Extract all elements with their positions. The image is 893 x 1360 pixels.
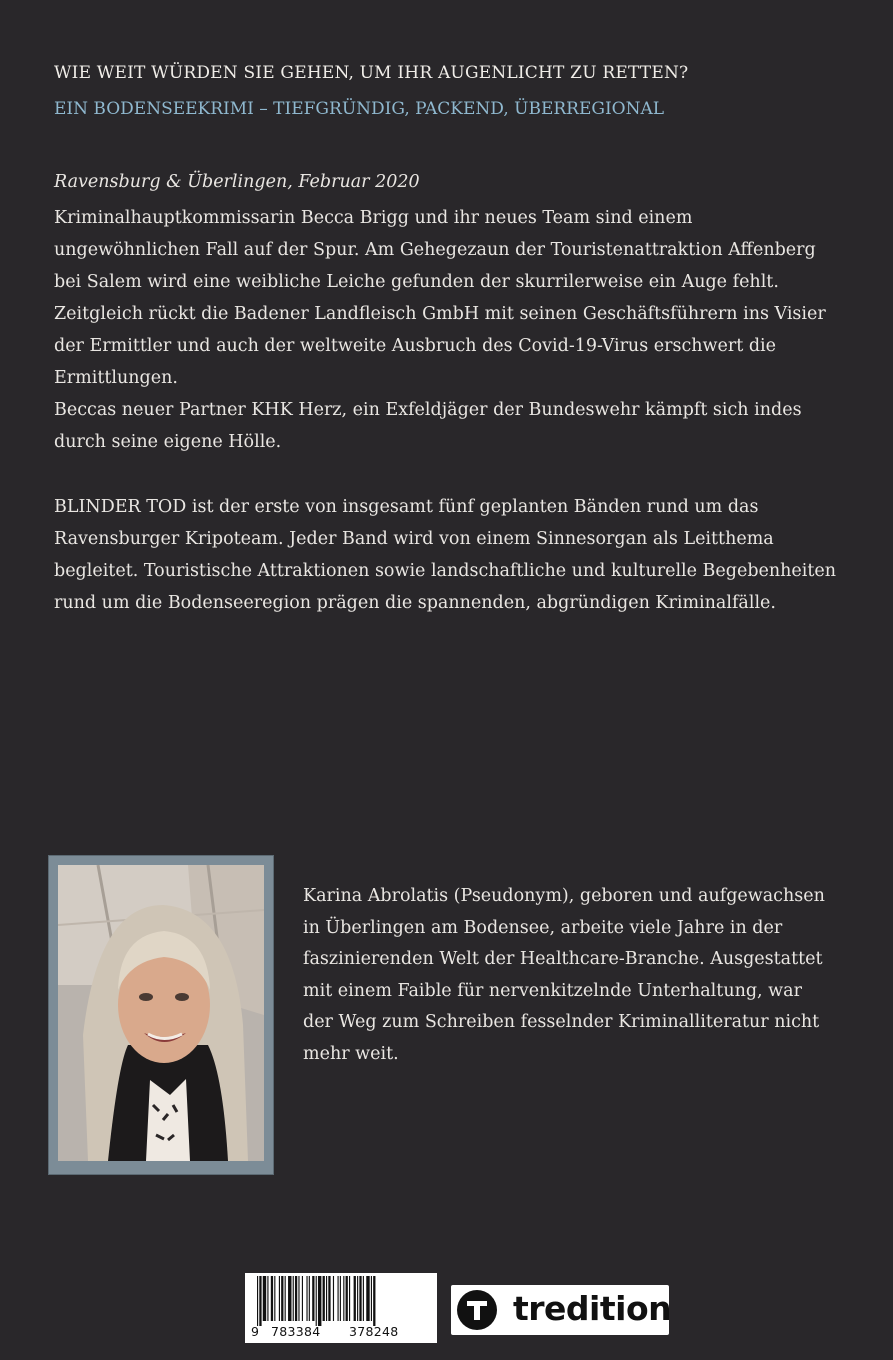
barcode-bar: [366, 1276, 369, 1321]
barcode-bars: [257, 1276, 427, 1326]
barcode-bar: [338, 1276, 339, 1321]
series-line: rund um die Bodenseeregion prägen die spannenden, abgründigen Kriminalfälle.: [54, 593, 776, 613]
blurb-line: ungewöhnlichen Fall auf der Spur. Am Gehegezaun der Touristenattraktion Affenberg: [54, 240, 816, 260]
barcode-bar: [285, 1276, 286, 1321]
barcode-bar: [373, 1276, 375, 1326]
barcode-bar: [357, 1276, 358, 1321]
barcode-bar: [274, 1276, 275, 1321]
barcode-bar: [267, 1276, 268, 1321]
barcode-bar: [316, 1276, 317, 1326]
barcode-bar: [281, 1276, 283, 1321]
barcode-bar: [354, 1276, 356, 1321]
barcode-bar: [312, 1276, 314, 1321]
author-portrait-illustration: [58, 865, 264, 1161]
barcode-bar: [295, 1276, 297, 1321]
author-bio: [303, 881, 843, 1070]
bio-line: faszinierenden Welt der Healthcare-Branche. Ausgestattet: [303, 949, 823, 969]
blurb-paragraph: [54, 202, 854, 458]
barcode-bar: [328, 1276, 330, 1321]
barcode-bar: [326, 1276, 327, 1321]
barcode-bar: [363, 1276, 364, 1321]
author-photo: [58, 865, 264, 1161]
bio-line: Karina Abrolatis (Pseudonym), geboren und aufgewachsen: [303, 886, 825, 906]
barcode-bar: [333, 1276, 334, 1321]
series-paragraph: [54, 491, 854, 619]
place-date-line: Ravensburg & Überlingen, Februar 2020: [54, 172, 420, 192]
barcode-bar: [257, 1276, 258, 1326]
barcode-bar: [271, 1276, 273, 1321]
bio-line: in Überlingen am Bodensee, arbeite viele Jahre in der: [303, 917, 783, 938]
series-line: Ravensburger Kripoteam. Jeder Band wird von einem Sinnesorgan als Leitthema: [54, 529, 774, 549]
isbn-right-group: 378248: [349, 1324, 399, 1339]
blurb-line: bei Salem wird eine weibliche Leiche gefunden der skurrilerweise ein Auge fehlt.: [54, 272, 779, 292]
blurb-line: der Ermittler und auch der weltweite Ausbruch des Covid-19-Virus erschwert die: [54, 336, 776, 356]
barcode-bar: [318, 1276, 321, 1326]
barcode-bar: [346, 1276, 348, 1321]
author-photo-frame: [48, 855, 274, 1175]
barcode-bar: [288, 1276, 291, 1321]
barcode-bar: [343, 1276, 344, 1321]
barcode-bar: [293, 1276, 294, 1321]
blurb-line: Kriminalhauptkommissarin Becca Brigg und ihr neues Team sind einem: [54, 208, 693, 228]
isbn-left-group: 783384: [271, 1324, 321, 1339]
barcode-bar: [306, 1276, 307, 1321]
barcode-bar: [298, 1276, 299, 1321]
barcode-bar: [359, 1276, 361, 1321]
bio-line: mehr weit.: [303, 1043, 399, 1064]
barcode-bar: [323, 1276, 325, 1321]
publisher-logo: [451, 1285, 672, 1335]
bio-line: der Weg zum Schreiben fesselnder Kriminalliteratur nicht: [303, 1012, 820, 1032]
tredition-mark-icon: [457, 1290, 497, 1330]
publisher-name: tredition: [513, 1289, 672, 1328]
barcode-bar: [349, 1276, 350, 1321]
barcode-bar: [340, 1276, 341, 1321]
blurb-line: durch seine eigene Hölle.: [54, 432, 282, 452]
blurb-line: Beccas neuer Partner KHK Herz, ein Exfeldjäger der Bundeswehr kämpft sich indes: [54, 400, 802, 420]
back-cover-headline: WIE WEIT WÜRDEN SIE GEHEN, UM IHR AUGENLICHT ZU RETTEN?: [54, 63, 689, 83]
series-line: BLINDER TOD ist der erste von insgesamt fünf geplanten Bänden rund um das: [54, 497, 759, 517]
series-line: begleitet. Touristische Attraktionen sowie landschaftliche und kulturelle Begebenheiten: [54, 561, 837, 581]
barcode-bar: [309, 1276, 310, 1321]
barcode-bar: [371, 1276, 372, 1321]
back-cover-subheadline: EIN BODENSEEKRIMI – TIEFGRÜNDIG, PACKEND, ÜBERREGIONAL: [54, 99, 665, 119]
barcode-bar: [302, 1276, 303, 1321]
barcode-bar: [279, 1276, 280, 1321]
blurb-line: Zeitgleich rückt die Badener Landfleisch GmbH mit seinen Geschäftsführern ins Visier: [54, 304, 826, 324]
bio-line: mit einem Faible für nervenkitzelnde Unterhaltung, war: [303, 980, 802, 1001]
isbn-first-digit: 9: [251, 1324, 260, 1339]
blurb-line: Ermittlungen.: [54, 368, 178, 388]
isbn-barcode: [245, 1273, 437, 1343]
barcode-bar: [259, 1276, 261, 1326]
barcode-bar: [263, 1276, 266, 1321]
